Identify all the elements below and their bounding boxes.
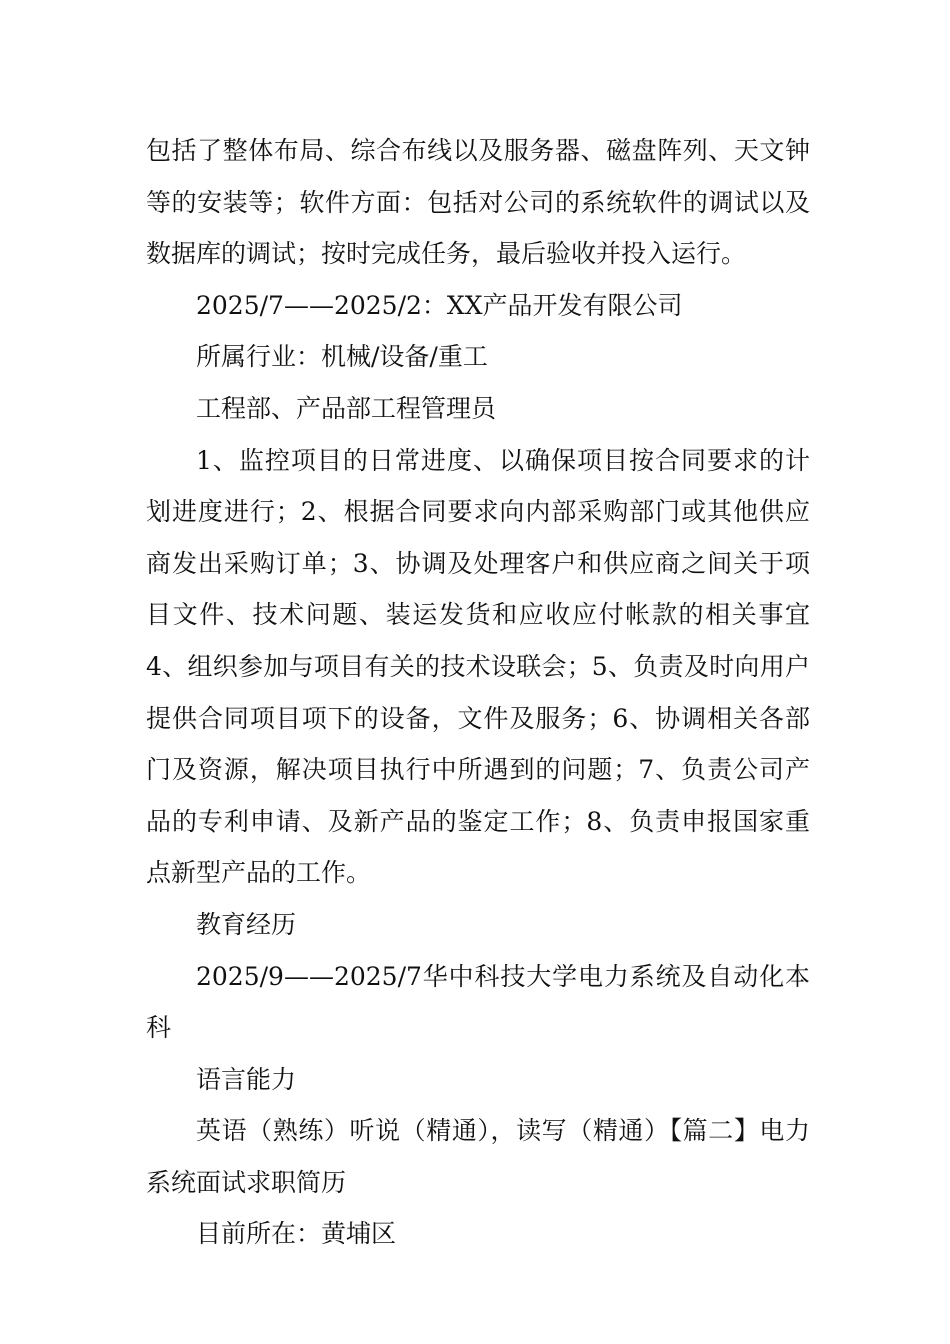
paragraph-industry: 所属行业：机械/设备/重工 <box>196 342 488 372</box>
document-page <box>146 125 810 1260</box>
paragraph-employment-period: 2025/7——2025/2：XX产品开发有限公司 <box>196 290 683 320</box>
paragraph-current-location: 目前所在：黄埔区 <box>196 1219 397 1249</box>
section-heading-language: 语言能力 <box>196 1064 297 1094</box>
paragraph-job-duties: 1、监控项目的日常进度、以确保项目按合同要求的计划进度进行；2、根据合同要求向内部采购部门或其他供应商发出采购订单；3、协调及处理客户和供应商之间关于项目文件、技术问题、装运发货和应收应付帐款的相关事宜4、组织参加与项目有关的技术设联会；5、负责及时向用户提供合同项目项下的设备，文件及服务；6、协调相关各部门及资源，解决项目执行中所遇到的问题；7、负责公司产品的专利申请、及新产品的鉴定工作；8、负责申报国家重点新型产品的工作。 <box>146 445 810 888</box>
paragraph-language-skills: 英语（熟练）听说（精通），读写（精通）【篇二】电力系统面试求职简历 <box>146 1116 810 1197</box>
paragraph-education-entry: 2025/9——2025/7华中科技大学电力系统及自动化本科 <box>146 961 810 1043</box>
section-heading-education: 教育经历 <box>196 909 297 939</box>
paragraph-job-title: 工程部、产品部工程管理员 <box>196 393 497 423</box>
paragraph-continuation: 包括了整体布局、综合布线以及服务器、磁盘阵列、天文钟等的安装等；软件方面：包括对公司的系统软件的调试以及数据库的调试；按时完成任务，最后验收并投入运行。 <box>146 136 810 269</box>
